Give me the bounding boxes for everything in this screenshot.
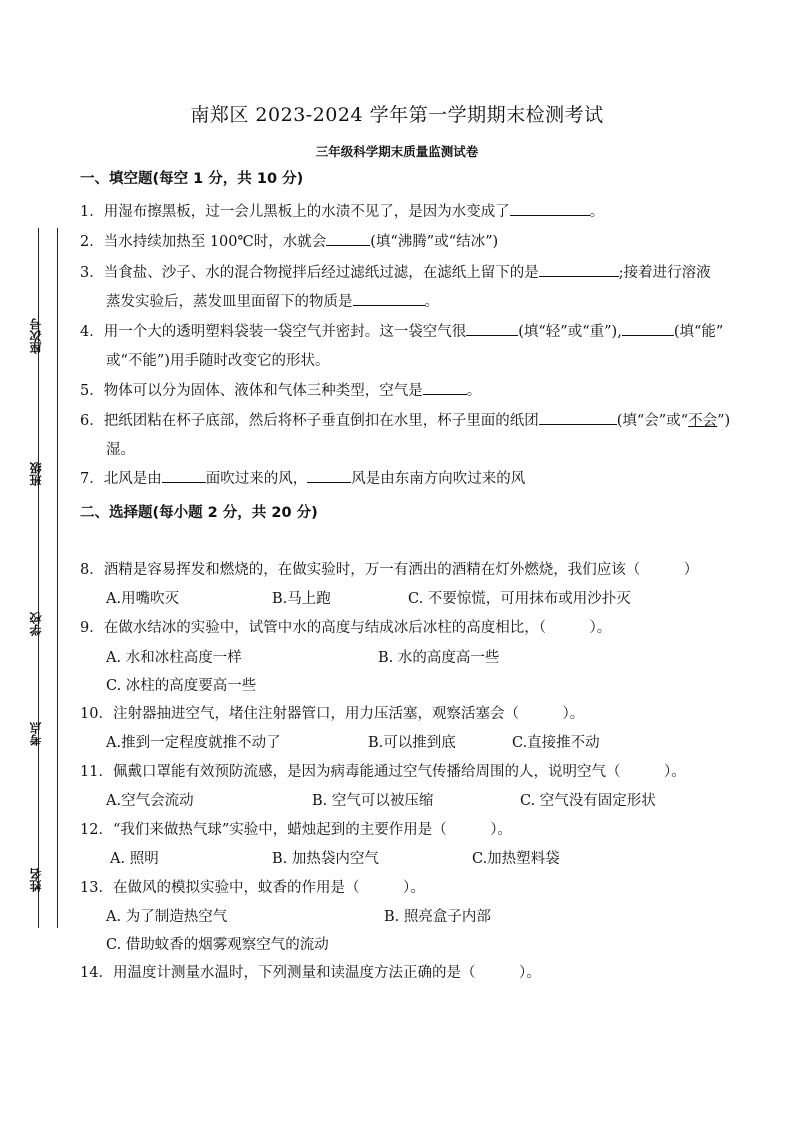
side-label-seat: 座次号	[29, 318, 43, 354]
question-7	[80, 467, 525, 488]
section-fill-in-heading: 一、填空题(每空 1 分，共 10 分)	[80, 171, 304, 187]
side-label-name: 姓名	[29, 868, 43, 892]
question-end: (填“沸腾”或“结冰”)	[370, 234, 499, 250]
answer-blank[interactable]	[423, 380, 467, 395]
question-9-option-c[interactable]: C. 冰柱的高度要高一些	[106, 678, 257, 694]
question-12-option-b[interactable]: B. 加热袋内空气	[272, 851, 379, 867]
question-mid: (填“轻”或“重”),	[518, 324, 622, 340]
question-13-option-a[interactable]: A. 为了制造热空气	[106, 909, 228, 925]
question-10-option-b[interactable]: B.可以推到底	[368, 735, 456, 751]
question-end: (填“能”	[673, 324, 724, 340]
question-9-option-b[interactable]: B. 水的高度高一些	[378, 650, 500, 666]
question-end-underlined: 不会	[688, 413, 718, 429]
answer-blank[interactable]	[162, 468, 206, 483]
question-end: 风是由东南方向吹过来的风	[351, 471, 526, 487]
question-8-option-a[interactable]: A.用嘴吹灭	[106, 591, 180, 607]
question-10-option-c[interactable]: C.直接推不动	[512, 735, 600, 751]
question-12-option-a[interactable]: A. 照明	[110, 851, 159, 867]
question-11-option-c[interactable]: C. 空气没有固定形状	[520, 793, 656, 809]
answer-blank[interactable]	[466, 321, 518, 336]
question-13-option-c[interactable]: C. 借助蚊香的烟雾观察空气的流动	[106, 937, 329, 953]
question-6	[80, 409, 730, 430]
page-title: 南郑区 2023-2024 学年第一学期期末检测考试	[190, 104, 604, 126]
answer-blank[interactable]	[307, 468, 351, 483]
question-text: 3．当食盐、沙子、水的混合物搅拌后经过滤纸过滤，在滤纸上留下的是	[80, 265, 539, 281]
question-8: 8．酒精是容易挥发和燃烧的，在做实验时，万一有洒出的酒精在灯外燃烧，我们应该（ ）	[80, 562, 699, 578]
question-text: 或“不能”)用手随时改变它的形状。	[106, 353, 330, 369]
binding-line-inner	[57, 228, 58, 928]
question-11-option-b[interactable]: B. 空气可以被压缩	[312, 793, 434, 809]
question-2	[80, 230, 498, 251]
question-end: (填“会”或“	[616, 413, 689, 429]
question-6-line2	[106, 438, 135, 459]
question-9: 9．在做水结冰的实验中，试管中水的高度与结成冰后冰柱的高度相比，（ ）。	[80, 620, 612, 636]
question-text: 7．北风是由	[80, 471, 162, 487]
question-1	[80, 200, 604, 221]
question-12-option-c[interactable]: C.加热塑料袋	[472, 851, 560, 867]
question-end: 。	[424, 294, 439, 310]
question-8-option-b[interactable]: B.马上跑	[272, 591, 331, 607]
question-end: ”)	[717, 413, 731, 429]
question-12: 12．“我们来做热气球”实验中，蜡烛起到的主要作用是（ ）。	[80, 822, 513, 838]
question-3	[80, 261, 711, 282]
question-11: 11．佩戴口罩能有效预防流感，是因为病毒能通过空气传播给周围的人，说明空气（ ）。	[80, 764, 686, 780]
question-10: 10．注射器抽进空气，堵住注射器管口，用力压活塞，观察活塞会（ ）。	[80, 706, 585, 722]
question-end: ;接着进行溶液	[618, 265, 711, 281]
question-text: 湿。	[106, 442, 135, 458]
answer-blank[interactable]	[539, 410, 617, 425]
question-8-option-c[interactable]: C. 不要惊慌，可用抹布或用沙扑灭	[408, 591, 631, 607]
question-mid: 面吹过来的风，	[205, 471, 308, 487]
question-9-option-a[interactable]: A. 水和冰柱高度一样	[106, 650, 242, 666]
side-label-school: 学校	[29, 612, 43, 636]
question-text: 5．物体可以分为固体、液体和气体三种类型，空气是	[80, 383, 423, 399]
question-4	[80, 320, 723, 341]
question-5	[80, 379, 481, 400]
question-text: 1．用湿布擦黑板，过一会儿黑板上的水渍不见了，是因为水变成了	[80, 204, 510, 220]
question-10-option-a[interactable]: A.推到一定程度就推不动了	[106, 735, 281, 751]
answer-blank[interactable]	[622, 321, 674, 336]
question-4-line2	[106, 349, 329, 370]
question-11-option-a[interactable]: A.空气会流动	[106, 793, 194, 809]
question-3-line2	[106, 290, 439, 311]
question-13-option-b[interactable]: B. 照亮盒子内部	[384, 909, 491, 925]
question-end: 。	[466, 383, 482, 399]
question-14: 14．用温度计测量水温时，下列测量和读温度方法正确的是（ ）。	[80, 965, 541, 981]
side-label-exam-site: 考点	[29, 722, 43, 746]
question-text: 蒸发实验后，蒸发皿里面留下的物质是	[106, 294, 353, 310]
answer-blank[interactable]	[326, 231, 370, 246]
answer-blank[interactable]	[353, 291, 425, 306]
question-end: 。	[589, 204, 605, 220]
question-text: 2．当水持续加热至 100℃时，水就会	[80, 234, 327, 250]
answer-blank[interactable]	[539, 262, 619, 277]
question-text: 6．把纸团粘在杯子底部，然后将杯子垂直倒扣在水里，杯子里面的纸团	[80, 413, 539, 429]
page-subtitle: 三年级科学期末质量监测试卷	[315, 144, 479, 159]
answer-blank[interactable]	[510, 201, 590, 216]
section-choice-heading: 二、选择题(每小题 2 分，共 20 分)	[80, 505, 318, 521]
side-label-class: 班级	[29, 462, 43, 486]
question-text: 4．用一个大的透明塑料袋装一袋空气并密封。这一袋空气很	[80, 324, 467, 340]
question-13: 13．在做风的模拟实验中，蚊香的作用是（ ）。	[80, 880, 425, 896]
